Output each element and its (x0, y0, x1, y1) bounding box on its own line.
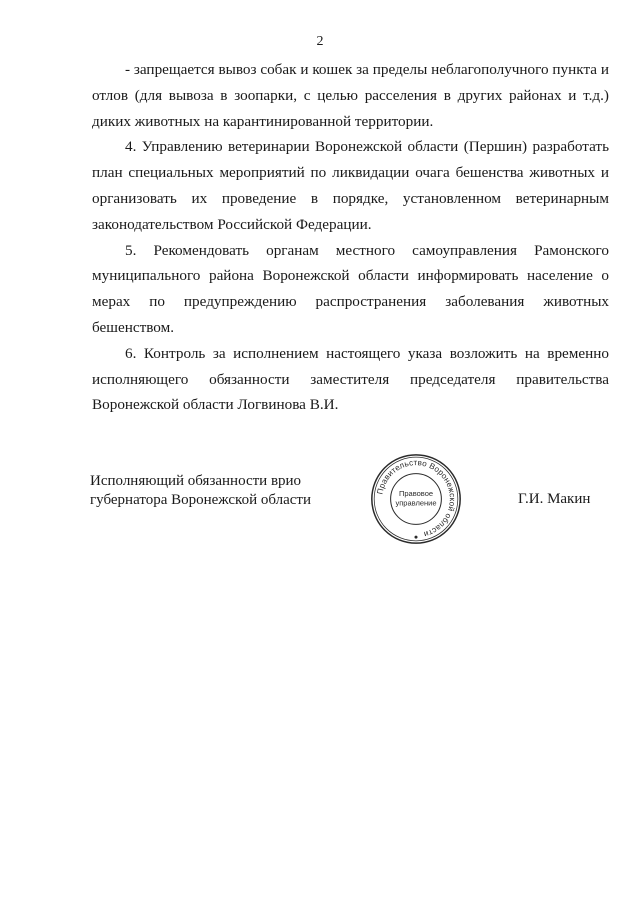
signatory-position-line-2: губернатора Воронежской области (90, 492, 311, 508)
signatory-position (90, 472, 311, 510)
stamp-star-mark (414, 536, 417, 539)
stamp-center-line-2: управление (395, 498, 437, 508)
stamp-ring-text: Правительство Воронежской области (375, 458, 457, 539)
paragraph-5: 5. Рекомендовать органам местного самоуправления Рамонского муниципального района Воронежской области информировать население о мерах по предупреждению распространения заболевания животных бешенством. (92, 241, 609, 336)
paragraph-4: 4. Управлению ветеринарии Воронежской области (Першин) разработать план специальных мероприятий по ликвидации очага бешенства животных и организовать их проведение в порядке, установленном ветеринарным законодательством Российской Федерации. (92, 138, 609, 233)
stamp-center-line-1: Правовое (398, 489, 434, 499)
signatory-position-line-1: Исполняющий обязанности врио (90, 473, 302, 489)
page-number: 2 (316, 34, 324, 49)
paragraph-prohibition: - запрещается вывоз собак и кошек за пределы неблагополучного пункта и отлов (для вывоза в зоопарки, с целью расселения в других районах и т.д.) диких животных на карантинированной территории. (92, 61, 609, 130)
signatory-name: Г.И. Макин (518, 491, 591, 507)
paragraph-6: 6. Контроль за исполнением настоящего указа возложить на временно исполняющего обязанности заместителя председателя правительства Воронежской области Логвинова В.И. (92, 344, 609, 414)
official-stamp (369, 452, 463, 546)
document-body (92, 57, 609, 418)
